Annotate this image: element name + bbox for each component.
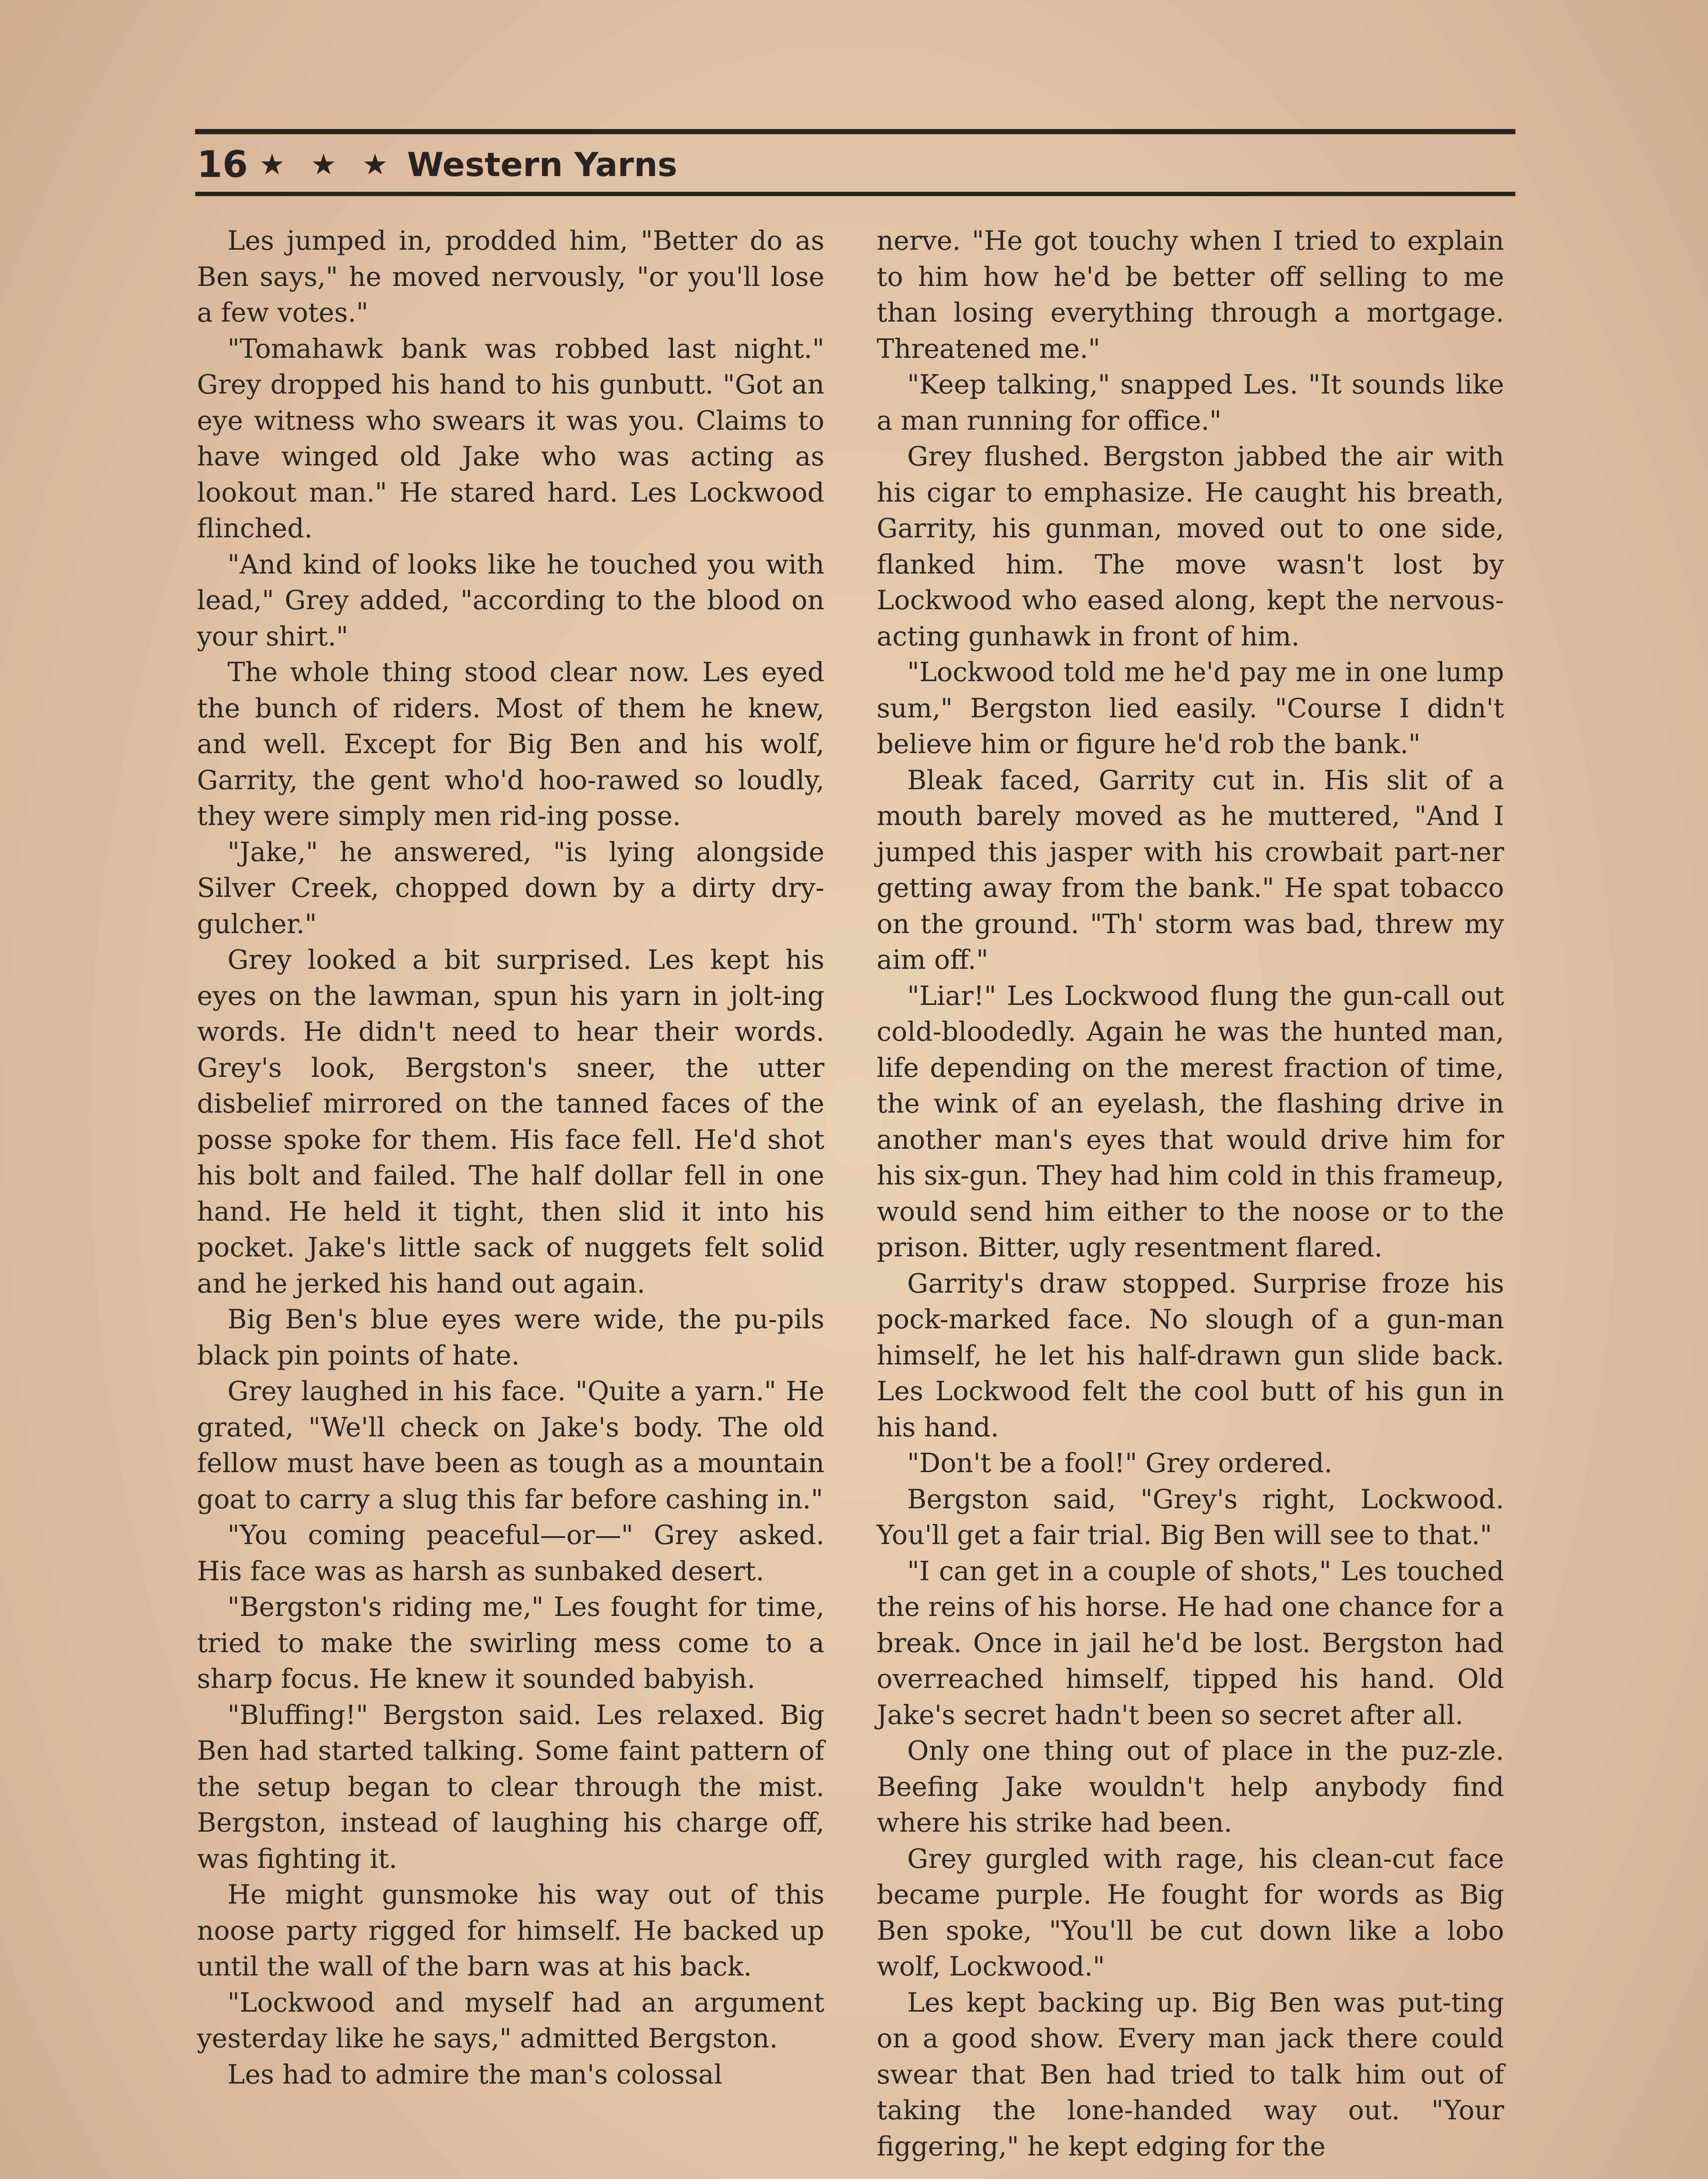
text-column-right	[877, 223, 1504, 2165]
paragraph: Les kept backing up. Big Ben was put-ting on a good show. Every man jack there could swear that Ben had tried to talk him out of taking the lone-handed way out. "Your figgering," he kept edging for the	[877, 1987, 1504, 2162]
paragraph: "Bergston's riding me," Les fought for time, tried to make the swirling mess come to a sharp focus. He knew it sounded babyish.	[197, 1592, 824, 1694]
paragraph: "Lockwood and myself had an argument yesterday like he says," admitted Bergston.	[197, 1987, 824, 2054]
paragraph: Grey gurgled with rage, his clean-cut face became purple. He fought for words as Big Ben spoke, "You'll be cut down like a lobo wolf, Lockwood."	[877, 1843, 1504, 1982]
paragraph: Les jumped in, prodded him, "Better do as Ben says," he moved nervously, "or you'll lose a few votes."	[197, 226, 824, 328]
text-column-left	[197, 223, 824, 2093]
paragraph: "Liar!" Les Lockwood flung the gun-call out cold-bloodedly. Again he was the hunted man, life depending on the merest fraction of time, the wink of an eyelash, the flashing drive in another man's eyes that would drive him for his six-gun. They had him cold in this frameup, would send him either to the noose or to the prison. Bitter, ugly resentment flared.	[877, 981, 1504, 1263]
paragraph: Big Ben's blue eyes were wide, the pu-pils black pin points of hate.	[197, 1304, 824, 1371]
paragraph: "Bluffing!" Bergston said. Les relaxed. Big Ben had started talking. Some faint pattern of the setup began to clear through the mist. Bergston, instead of laughing his charge off, was fighting it.	[197, 1700, 824, 1874]
paragraph: Les had to admire the man's colossal	[227, 2059, 722, 2090]
header-stars: ★ ★ ★	[259, 147, 396, 181]
paragraph: Bergston said, "Grey's right, Lockwood. You'll get a fair trial. Big Ben will see to that."	[877, 1484, 1504, 1551]
magazine-title: Western Yarns	[407, 145, 678, 184]
paragraph: "Keep talking," snapped Les. "It sounds like a man running for office."	[877, 370, 1504, 436]
header-rule-top	[195, 129, 1515, 134]
paragraph: Bleak faced, Garrity cut in. His slit of a mouth barely moved as he muttered, "And I jumped this jasper with his crowbait part-ner getting away from the bank." He spat tobacco on the ground. "Th' storm was bad, threw my aim off."	[877, 765, 1504, 975]
paragraph: He might gunsmoke his way out of this noose party rigged for himself. He backed up until the wall of the barn was at his back.	[197, 1880, 824, 1982]
page-number: 16	[197, 143, 248, 186]
running-header	[197, 139, 677, 190]
paragraph: Grey laughed in his face. "Quite a yarn." He grated, "We'll check on Jake's body. The old fellow must have been as tough as a mountain goat to carry a slug this far before cashing in."	[197, 1376, 824, 1515]
paragraph: "Lockwood told me he'd pay me in one lump sum," Bergston lied easily. "Course I didn't believe him or figure he'd rob the bank."	[877, 657, 1504, 760]
paragraph: Grey flushed. Bergston jabbed the air with his cigar to emphasize. He caught his breath, Garrity, his gunman, moved out to one side, flanked him. The move wasn't lost by Lockwood who eased along, kept the nervous-acting gunhawk in front of him.	[877, 441, 1504, 652]
paragraph: "And kind of looks like he touched you with lead," Grey added, "according to the blood on your shirt."	[197, 549, 824, 652]
paragraph: Only one thing out of place in the puz-zle. Beefing Jake wouldn't help anybody find where his strike had been.	[877, 1736, 1504, 1838]
paragraph: Grey looked a bit surprised. Les kept his eyes on the lawman, spun his yarn in jolt-ing words. He didn't need to hear their words. Grey's look, Bergston's sneer, the utter disbelief mirrored on the tanned faces of the posse spoke for them. His face fell. He'd shot his bolt and failed. The half dollar fell in one hand. He held it tight, then slid it into his pocket. Jake's little sack of nuggets felt solid and he jerked his hand out again.	[197, 945, 824, 1299]
paragraph-continued: nerve. "He got touchy when I tried to explain to him how he'd be better off selling to me than losing everything through a mortgage. Threatened me."	[877, 226, 1504, 364]
paragraph: "Don't be a fool!" Grey ordered.	[907, 1448, 1332, 1479]
paragraph: "Jake," he answered, "is lying alongside Silver Creek, chopped down by a dirty dry-gulcher."	[197, 837, 824, 940]
paragraph: "I can get in a couple of shots," Les touched the reins of his horse. He had one chance for a break. Once in jail he'd be lost. Bergston had overreached himself, tipped his hand. Old Jake's secret hadn't been so secret after all.	[877, 1556, 1504, 1731]
paragraph: Garrity's draw stopped. Surprise froze his pock-marked face. No slough of a gun-man himself, he let his half-drawn gun slide back. Les Lockwood felt the cool butt of his gun in his hand.	[877, 1268, 1504, 1443]
paragraph: "You coming peaceful—or—" Grey asked. His face was as harsh as sunbaked desert.	[197, 1520, 824, 1587]
header-rule-bottom	[195, 192, 1515, 196]
paragraph: "Tomahawk bank was robbed last night." Grey dropped his hand to his gunbutt. "Got an eye witness who swears it was you. Claims to have winged old Jake who was acting as lookout man." He stared hard. Les Lockwood flinched.	[197, 333, 824, 544]
paragraph: The whole thing stood clear now. Les eyed the bunch of riders. Most of them he knew, and well. Except for Big Ben and his wolf, Garrity, the gent who'd hoo-rawed so loudly, they were simply men rid-ing posse.	[197, 657, 824, 832]
